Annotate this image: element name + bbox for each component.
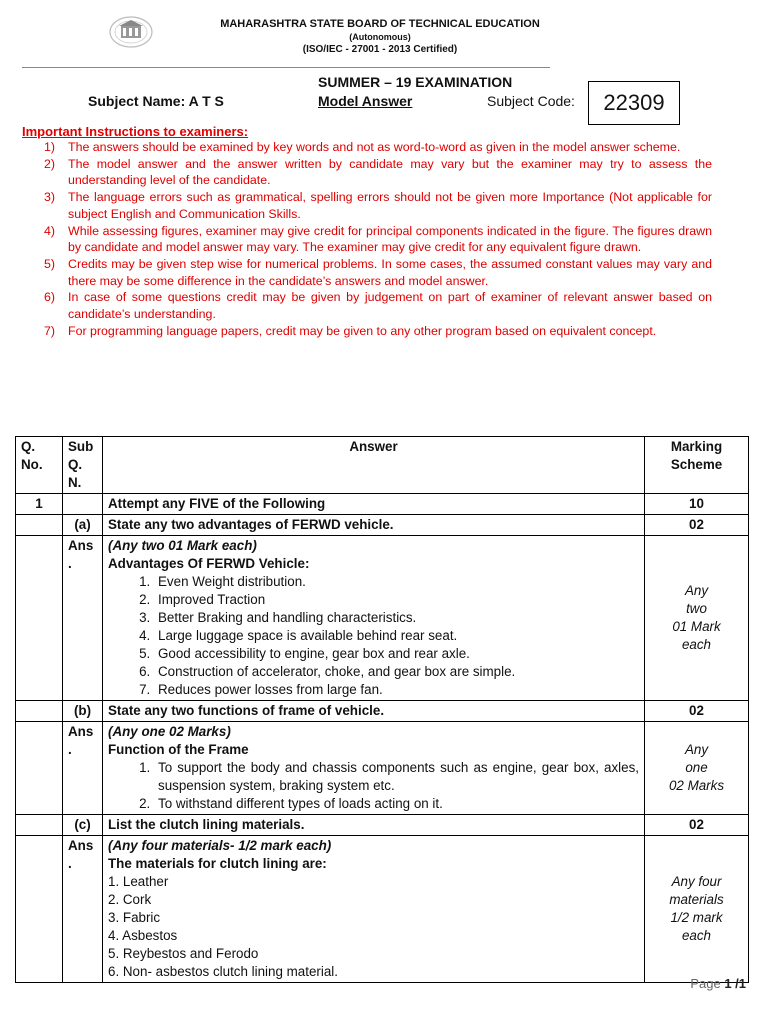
table-row [16, 701, 749, 722]
list-item: 1. Even Weight distribution. [154, 573, 639, 591]
answer-list [108, 573, 639, 699]
autonomous-label: (Autonomous) [349, 32, 411, 42]
marking-note: Any two 01 Mark each [645, 536, 749, 701]
list-item: 1. To support the body and chassis components such as engine, gear box, axles, suspension system, braking system etc. [154, 759, 639, 795]
subject-code-label: Subject Code: [487, 93, 575, 109]
list-item: 1. Leather [108, 874, 169, 889]
list-item: 3. Better Braking and handling characteristics. [154, 609, 639, 627]
subq-text: State any two advantages of FERWD vehicle. [103, 515, 645, 536]
marking-note: Any four materials 1/2 mark each [645, 836, 749, 983]
answer-list [108, 759, 639, 813]
answer-heading: Advantages Of FERWD Vehicle: [108, 556, 310, 571]
instruction-item: 1) The answers should be examined by key words and not as word-to-word as given in the model answer scheme. [44, 140, 681, 154]
instruction-item: 4) While assessing figures, examiner may give credit for principal components indicated in the figure. The figures drawn by candidate and model answer may vary. The examiner may give credit for any equivalent figure drawn. [44, 223, 712, 255]
instruction-item: 7) For programming language papers, credit may be given to any other program based on equivalent concept. [44, 323, 657, 338]
table-row [16, 515, 749, 536]
instruction-item: 5) Credits may be given step wise for numerical problems. In some cases, the assumed constant values may vary and there may be some difference in the candidate’s answers and model answer. [44, 256, 712, 288]
subject-name: Subject Name: A T S [88, 93, 224, 109]
list-item: 5. Reybestos and Ferodo [108, 946, 259, 961]
list-item: 4. Asbestos [108, 928, 178, 943]
q-number: 1 [16, 494, 63, 515]
instruction-item: 3) The language errors such as grammatical, spelling errors should not be given more Importance (Not applicable for subject English and Communication Skills. [44, 190, 712, 221]
list-item: 6. Non- asbestos clutch lining material. [108, 964, 338, 979]
subject-code-box: 22309 [588, 81, 680, 125]
list-item: 2. Improved Traction [154, 591, 639, 609]
table-row [16, 815, 749, 836]
answer-note: (Any one 02 Marks) [108, 724, 231, 739]
table-row [16, 494, 749, 515]
list-item: 2. To withstand different types of loads acting on it. [154, 795, 639, 813]
list-item: 7. Reduces power losses from large fan. [154, 681, 639, 699]
table-row [16, 536, 749, 701]
answer-heading: Function of the Frame [108, 742, 249, 757]
subq-marks: 02 [645, 515, 749, 536]
list-item: 5. Good accessibility to engine, gear box and rear axle. [154, 645, 639, 663]
msbte-logo [108, 15, 154, 49]
instruction-item: 6) In case of some questions credit may be given by judgement on part of examiner of relevant answer based on candidate’s understanding. [44, 290, 712, 322]
board-name: MAHARASHTRA STATE BOARD OF TECHNICAL EDUCATION [220, 18, 540, 30]
answer-note: (Any two 01 Mark each) [108, 538, 257, 553]
header-qno: Q. No. [16, 437, 63, 494]
table-header-row [16, 437, 749, 494]
q-text: Attempt any FIVE of the Following [103, 494, 645, 515]
subq-label: (a) [63, 515, 103, 536]
subq-marks: 02 [645, 815, 749, 836]
answer-cell [103, 536, 645, 701]
header-marking: Marking Scheme [645, 437, 749, 494]
subq-marks: 02 [645, 701, 749, 722]
ans-label: Ans . [63, 536, 103, 701]
table-row [16, 722, 749, 815]
answer-note: (Any four materials- 1/2 mark each) [108, 838, 332, 853]
ans-label: Ans . [63, 722, 103, 815]
marking-note: Any one 02 Marks [645, 722, 749, 815]
model-answer-label: Model Answer [318, 93, 413, 109]
list-item: 3. Fabric [108, 910, 161, 925]
certification-label: (ISO/IEC - 27001 - 2013 Certified) [302, 44, 458, 55]
header-answer: Answer [103, 437, 645, 494]
ans-label: Ans . [63, 836, 103, 983]
page-number: Page 1 /1 [690, 976, 746, 991]
instruction-item: 2) The model answer and the answer written by candidate may vary but the examiner may try to assess the understanding level of the candidate. [44, 156, 712, 188]
answer-cell [103, 836, 645, 983]
list-item: 4. Large luggage space is available behind rear seat. [154, 627, 639, 645]
instructions-title: Important Instructions to examiners: [22, 124, 249, 139]
header-divider [22, 67, 550, 68]
subq-label: (c) [63, 815, 103, 836]
header-subq: Sub Q. N. [63, 437, 103, 494]
answer-table [15, 436, 749, 983]
answer-heading: The materials for clutch lining are: [108, 856, 327, 871]
subq-label: (b) [63, 701, 103, 722]
q-marks: 10 [645, 494, 749, 515]
list-item: 2. Cork [108, 892, 152, 907]
answer-cell [103, 722, 645, 815]
exam-title: SUMMER – 19 EXAMINATION [318, 74, 513, 90]
table-row [16, 836, 749, 983]
list-item: 6. Construction of accelerator, choke, and gear box are simple. [154, 663, 639, 681]
subq-text: List the clutch lining materials. [103, 815, 645, 836]
subq-text: State any two functions of frame of vehicle. [103, 701, 645, 722]
instructions-list [22, 139, 712, 339]
